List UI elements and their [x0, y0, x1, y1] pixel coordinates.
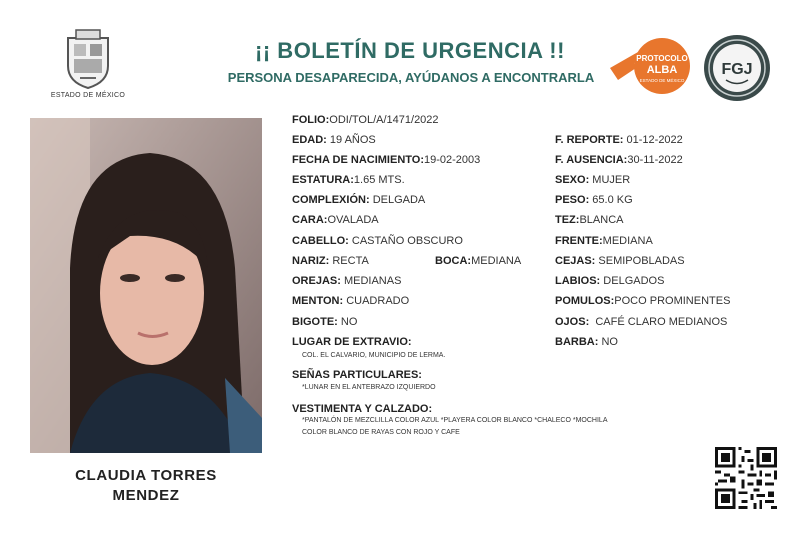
person-name [30, 466, 262, 506]
estado-de-mexico-seal-icon [62, 28, 114, 90]
field-orejas: OREJAS: MEDIANAS [292, 275, 402, 287]
missing-person-photo [30, 118, 262, 453]
field-peso: PESO: 65.0 KG [555, 194, 633, 206]
lugar-extravio-value: COL. EL CALVARIO, MUNICIPIO DE LERMA. [302, 352, 446, 359]
field-ojos: OJOS: CAFÉ CLARO MEDIANOS [555, 316, 728, 328]
field-folio: FOLIO:ODI/TOL/A/1471/2022 [292, 114, 439, 126]
bulletin-title: ¡¡ BOLETÍN DE URGENCIA !! [255, 38, 565, 63]
vestimenta-label: VESTIMENTA Y CALZADO: [292, 403, 433, 415]
field-frente: FRENTE:MEDIANA [555, 235, 653, 247]
field-nariz: NARIZ: RECTA [292, 255, 369, 267]
protocolo-alba-logo [608, 30, 692, 100]
field-f-ausencia: F. AUSENCIA:30-11-2022 [555, 154, 683, 166]
field-f-reporte: F. REPORTE: 01-12-2022 [555, 134, 683, 146]
field-barba: BARBA: NO [555, 336, 618, 348]
field-menton: MENTON: CUADRADO [292, 295, 410, 307]
field-estatura: ESTATURA:1.65 MTS. [292, 174, 405, 186]
qr-code-icon[interactable] [715, 447, 777, 509]
field-fecha-nacimiento: FECHA DE NACIMIENTO:19-02-2003 [292, 154, 481, 166]
field-sexo: SEXO: MUJER [555, 174, 631, 186]
vestimenta-line1: *PANTALÓN DE MEZCLILLA COLOR AZUL *PLAYERA COLOR BLANCO *CHALECO *MOCHILA [302, 417, 608, 424]
senas-label: SEÑAS PARTICULARES: [292, 369, 422, 381]
field-edad: EDAD: 19 AÑOS [292, 134, 376, 146]
field-cabello: CABELLO: CASTAÑO OBSCURO [292, 235, 463, 247]
alba-line1: PROTOCOLO [636, 54, 688, 63]
alba-line3: ESTADO DE MÉXICO [639, 78, 685, 83]
field-pomulos: POMULOS:POCO PROMINENTES [555, 295, 731, 307]
field-tez: TEZ:BLANCA [555, 214, 624, 226]
field-boca: BOCA:MEDIANA [435, 255, 522, 267]
state-label: ESTADO DE MÉXICO [50, 92, 126, 99]
field-labios: LABIOS: DELGADOS [555, 275, 665, 287]
fgj-logo [702, 33, 772, 103]
bulletin-subtitle: PERSONA DESAPARECIDA, AYÚDANOS A ENCONTRARLA [227, 70, 595, 85]
alba-line2: ALBA [646, 64, 678, 76]
lugar-extravio-label: LUGAR DE EXTRAVIO: [292, 336, 412, 348]
field-complexion: COMPLEXIÓN: DELGADA [292, 194, 426, 206]
fgj-text: FGJ [721, 61, 753, 78]
senas-value: *LUNAR EN EL ANTEBRAZO IZQUIERDO [302, 384, 436, 391]
vestimenta-line2: COLOR BLANCO DE RAYAS CON ROJO Y CAFE [302, 429, 460, 436]
field-bigote: BIGOTE: NO [292, 316, 358, 328]
field-cara: CARA:OVALADA [292, 214, 379, 226]
field-cejas: CEJAS: SEMIPOBLADAS [555, 255, 685, 267]
person-name-line2: MENDEZ [112, 487, 180, 504]
person-name-line1: CLAUDIA TORRES [75, 467, 217, 484]
